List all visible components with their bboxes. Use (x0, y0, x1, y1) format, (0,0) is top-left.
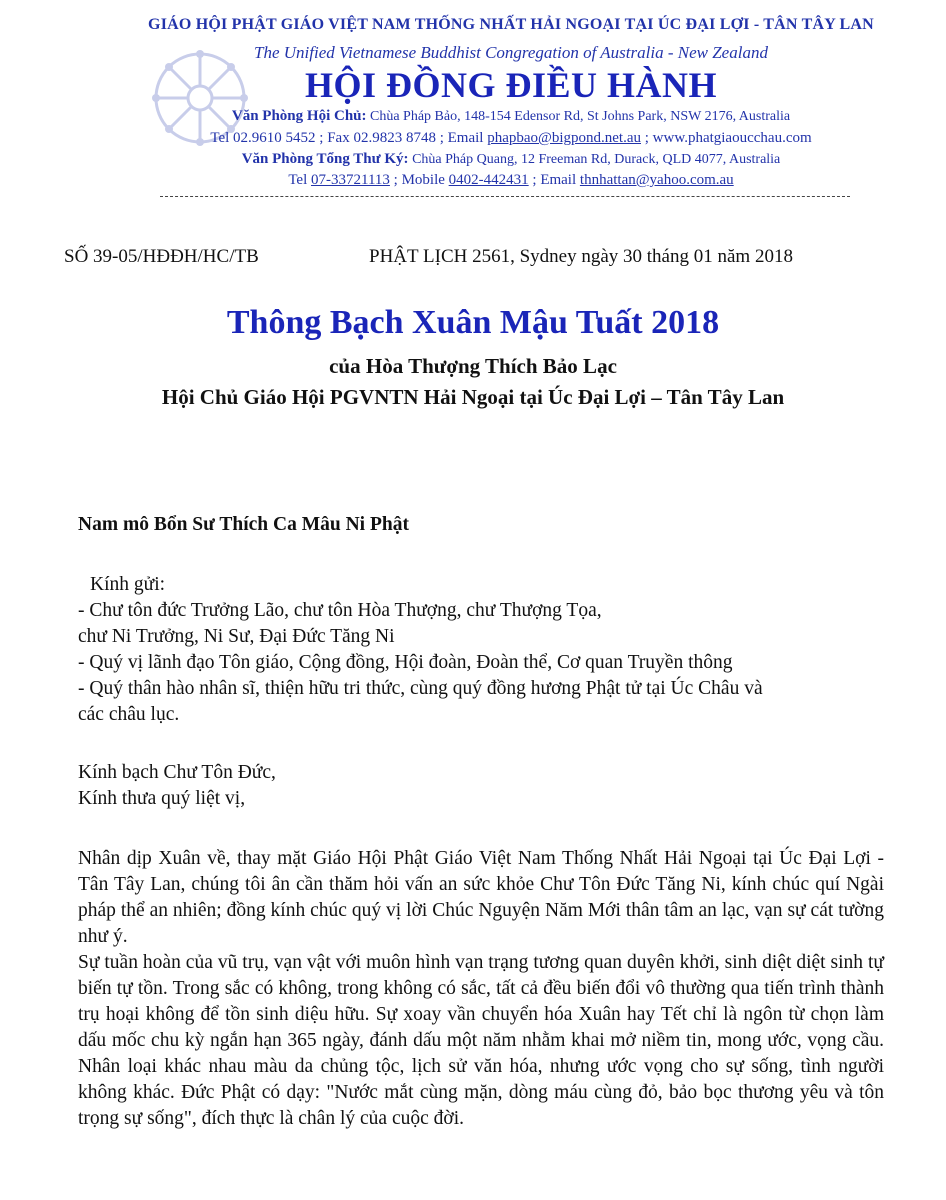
document-title: Thông Bạch Xuân Mậu Tuất 2018 (226, 304, 720, 341)
office1-line (76, 108, 946, 125)
office1-email-link[interactable]: phapbao@bigpond.net.au (487, 130, 641, 146)
reference-row (64, 246, 869, 268)
paragraph-reflection: Sự tuần hoàn của vũ trụ, vạn vật với muôn hình vạn trạng tương quan duyên khởi, sinh diệt diệt sinh tự biến tự tồn. Trong sắc có không, trong không có sắc, tất cả đều biến đổi vô thường qua tiến trình thành trụ hoại không để tồn sinh diệu hữu. Sự xoay vần chuyển hóa Xuân hay Tết chỉ là ngôn từ chọn làm dấu mốc chu kỳ ngắn hạn 365 ngày, đánh dấu một năm nhằm khai mở niềm tin, mong ước, vọng cầu. Nhân loại khác nhau màu da chủng tộc, lịch sử văn hóa, nhưng ước vọng cho sự sống, tình người không khác. Đức Phật có dạy: "Nước mắt cùng mặn, dòng máu cùng đỏ, bảo bọc thương yêu và tôn trọng sự sống", đích thực là chân lý của cuộc đời. (78, 952, 884, 1129)
council-title: HỘI ĐỒNG ĐIỀU HÀNH (304, 65, 718, 105)
recipient-line: - Quý thân hào nhân sĩ, thiện hữu tri thức, cùng quý đồng hương Phật tử tại Úc Châu và (78, 678, 763, 699)
salutation-line: Kính thưa quý liệt vị, (78, 788, 246, 809)
office2-email-prefix: ; Email (528, 172, 580, 188)
office1-contact-line (76, 130, 946, 147)
organization-name: GIÁO HỘI PHẬT GIÁO VIỆT NAM THỐNG NHẤT HẢI NGOẠI TẠI ÚC ĐẠI LỢI - TÂN TÂY LAN (148, 16, 874, 33)
recipient-line: - Chư tôn đức Trưởng Lão, chư tôn Hòa Thượng, chư Thượng Tọa, (78, 600, 602, 621)
salutation-line: Kính bạch Chư Tôn Đức, (78, 762, 276, 783)
paragraph-greeting: Nhân dịp Xuân về, thay mặt Giáo Hội Phật Giáo Việt Nam Thống Nhất Hải Ngoại tại Úc Đại Lợi - Tân Tây Lan, chúng tôi ân cần thăm hỏi vấn an sức khỏe Chư Tôn Đức Tăng Ni, kính chúc quí Ngài pháp thể an nhiên; đồng kính chúc quý vị lời Chúc Nguyện Năm Mới thân tâm an lạc, vạn sự cát tường như ý. (78, 848, 884, 947)
document-subtitle-author: của Hòa Thượng Thích Bảo Lạc (329, 354, 617, 378)
office2-contact-line (76, 172, 946, 189)
recipient-line: các châu lục. (78, 704, 180, 725)
office1-address: Chùa Pháp Bảo, 148-154 Edensor Rd, St Johns Park, NSW 2176, Australia (366, 109, 791, 124)
recipient-line: chư Ni Trưởng, Ni Sư, Đại Đức Tăng Ni (78, 626, 395, 647)
office1-label: Văn Phòng Hội Chủ: (231, 108, 367, 124)
office2-mobile-prefix: ; Mobile (389, 172, 449, 188)
header-divider (160, 196, 850, 197)
office2-line (76, 151, 946, 168)
organization-name-english: The Unified Vietnamese Buddhist Congregation of Australia - New Zealand (254, 43, 768, 62)
office1-contact-prefix: Tel 02.9610 5452 ; Fax 02.9823 8748 ; Email (210, 130, 488, 146)
kinh-gui-label: Kính gửi: (90, 574, 166, 595)
date-line: PHẬT LỊCH 2561, Sydney ngày 30 tháng 01 năm 2018 (369, 246, 793, 267)
recipient-line: - Quý vị lãnh đạo Tôn giáo, Cộng đồng, Hội đoàn, Đoàn thể, Cơ quan Truyền thông (78, 652, 733, 673)
document-subtitle-role: Hội Chủ Giáo Hội PGVNTN Hải Ngoại tại Úc Đại Lợi – Tân Tây Lan (161, 385, 785, 409)
office2-tel-prefix: Tel (288, 172, 312, 188)
office2-mobile-link[interactable]: 0402-442431 (448, 172, 529, 188)
reference-number: SỐ 39-05/HĐĐH/HC/TB (64, 246, 259, 267)
office2-address: Chùa Pháp Quang, 12 Freeman Rd, Durack, QLD 4077, Australia (408, 152, 781, 167)
office2-label: Văn Phòng Tổng Thư Ký: (241, 151, 409, 167)
office1-contact-suffix: ; www.phatgiaoucchau.com (641, 130, 812, 146)
salutation-block (78, 760, 884, 812)
namo-invocation: Nam mô Bổn Sư Thích Ca Mâu Ni Phật (78, 514, 409, 535)
recipients-block (78, 572, 884, 728)
office2-email-link[interactable]: thnhattan@yahoo.com.au (579, 172, 734, 188)
office2-tel-link[interactable]: 07-33721113 (311, 172, 390, 188)
